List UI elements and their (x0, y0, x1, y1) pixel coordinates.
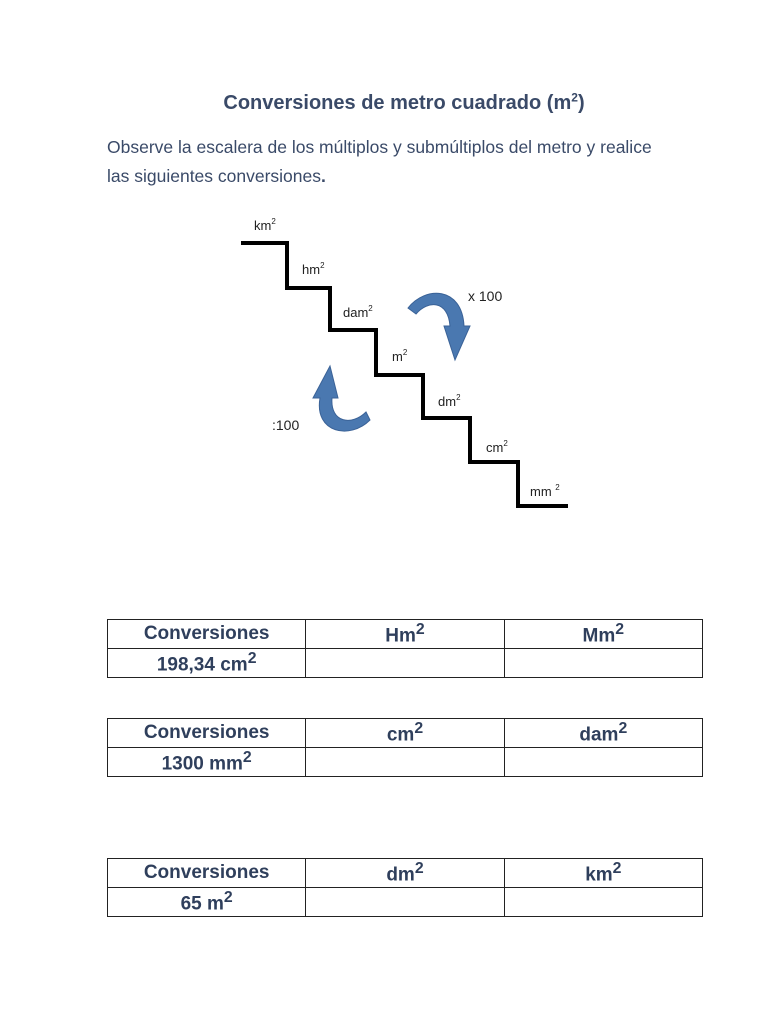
step-label-dam: dam$^2$ (343, 304, 373, 320)
unit-staircase-diagram (230, 208, 590, 518)
answer-cell-2[interactable] (504, 649, 702, 678)
step-label-mm: mm $^2$ (530, 483, 560, 499)
value-cell: 65 $m^2$ (108, 888, 306, 917)
conversion-table-3 (107, 858, 703, 917)
header-unit-2: Mm$^2$ (504, 620, 702, 649)
header-unit-1: $dm^2$ (306, 859, 504, 888)
instructions-line-1: Observe la escalera de los múltiplos y submúltiplos del metro y realice (107, 137, 652, 157)
answer-cell-1[interactable] (306, 888, 504, 917)
answer-cell-1[interactable] (306, 649, 504, 678)
header-unit-2: dam$^2$ (504, 719, 702, 748)
conversion-table-2 (107, 718, 703, 777)
answer-cell-1[interactable] (306, 748, 504, 777)
answer-cell-2[interactable] (504, 888, 702, 917)
page-title: Conversiones de metro cuadrado $(m^2)$ (223, 90, 585, 114)
instructions: Observe la escalera de los múltiplos y submúltiplos del metro y realice las siguientes conversiones. (107, 137, 652, 186)
header-conversiones: Conversiones (108, 859, 306, 888)
value-cell: 1300 $mm^2$ (108, 748, 306, 777)
value-cell: 198,34 $cm^2$ (108, 649, 306, 678)
multiply-label: x 100 (468, 288, 503, 304)
multiply-arrow-icon (408, 293, 470, 360)
divide-arrow-icon (313, 366, 370, 431)
step-label-m: $m^2$ (392, 348, 408, 364)
step-label-km: $km^2$ (254, 217, 276, 233)
step-label-cm: $cm^2$ (486, 439, 508, 455)
step-label-hm: $hm^2$ (302, 261, 325, 277)
conversion-table-1 (107, 619, 703, 678)
header-conversiones: Conversiones (108, 620, 306, 649)
header-unit-1: Hm$^2$ (306, 620, 504, 649)
instructions-line-2: las siguientes conversiones (107, 166, 322, 186)
header-conversiones: Conversiones (108, 719, 306, 748)
header-unit-1: $cm^2$ (306, 719, 504, 748)
step-label-dm: $dm^2$ (438, 393, 461, 409)
header-unit-2: $km^2$ (504, 859, 702, 888)
staircase-line (241, 243, 568, 506)
answer-cell-2[interactable] (504, 748, 702, 777)
divide-label: :100 (272, 417, 300, 433)
